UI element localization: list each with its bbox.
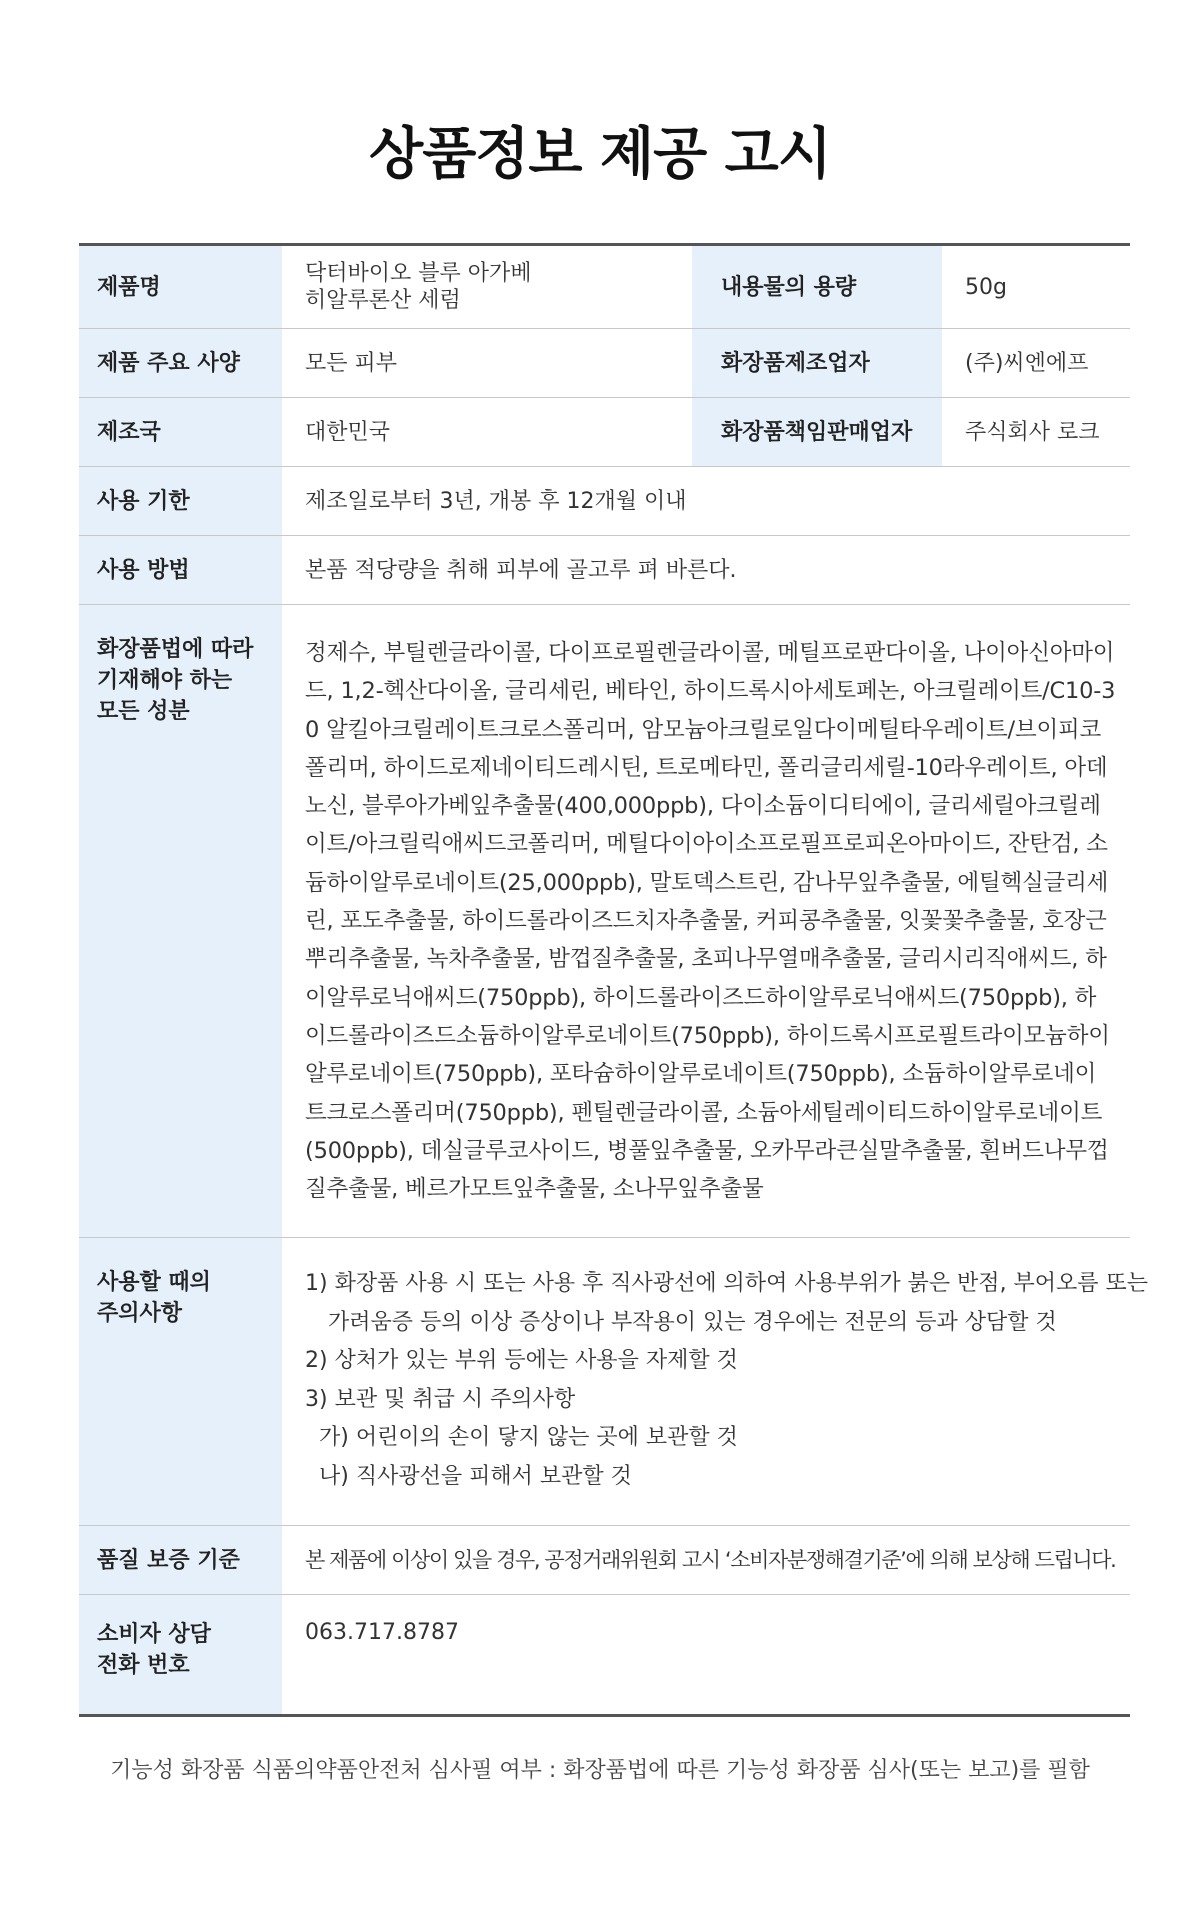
caution-label-line: 주의사항	[97, 1301, 183, 1327]
caution-line: 1) 화장품 사용 시 또는 사용 후 직사광선에 의하여 사용부위가 붉은 반점, 부어오름 또는	[305, 1271, 1149, 1297]
main-spec-label: 제품 주요 사양	[79, 329, 282, 398]
caution-line: 나) 직사광선을 피해서 보관할 것	[319, 1463, 632, 1489]
seller-label: 화장품책임판매업자	[692, 398, 942, 467]
ingredients-label-line: 모든 성분	[97, 699, 190, 724]
caution-label-line: 사용할 때의	[97, 1270, 211, 1296]
contact-label	[79, 1595, 282, 1716]
contact-value: 063.717.8787	[305, 1620, 459, 1646]
contact-label-line: 전화 번호	[97, 1653, 190, 1679]
manufacturer-value: (주)씨엔에프	[942, 329, 1130, 398]
table-row	[79, 398, 1130, 467]
product-name-line2: 히알루론산 세럼	[305, 288, 461, 313]
table-row	[79, 329, 1130, 398]
volume-label: 내용물의 용량	[692, 245, 942, 329]
usage-value: 본품 적당량을 취해 피부에 골고루 펴 바른다.	[282, 536, 1130, 605]
quality-label: 품질 보증 기준	[79, 1526, 282, 1595]
caution-label	[79, 1238, 282, 1526]
product-name-line1: 닥터바이오 블루 아가베	[305, 261, 532, 286]
ingredients-value: 정제수, 부틸렌글라이콜, 다이프로필렌글라이콜, 메틸프로판다이올, 나이아신아마이드, 1,2-헥산다이올, 글리세린, 베타인, 하이드록시아세토페논, 아크릴레이트/C10-30 알킬아크릴레이트크로스폴리머, 암모늄아크릴로일다이메틸타우레이트/브이피코폴리머, 하이드로제네이티드레시틴, 트로메타민, 폴리글리세릴-10라우레이트, 아데노신, 블루아가베잎추출물(400,000ppb), 다이소듐이디티에이, 글리세릴아크릴레이트/아크릴릭애씨드코폴리머, 메틸다이아이소프로필프로피온아마이드, 잔탄검, 소듐하이알루로네이트(25,000ppb), 말토덱스트린, 감나무잎추출물, 에틸헥실글리세린, 포도추출물, 하이드롤라이즈드치자추출물, 커피콩추출물, 잇꽃꽃추출물, 호장근뿌리추출물, 녹차추출물, 밤껍질추출물, 초피나무열매추출물, 글리시리직애씨드, 하이알루로닉애씨드(750ppb), 하이드롤라이즈드하이알루로닉애씨드(750ppb), 하이드롤라이즈드소듐하이알루로네이트(750ppb), 하이드록시프로필트라이모늄하이알루로네이트(750ppb), 포타슘하이알루로네이트(750ppb), 소듐하이알루로네이트크로스폴리머(750ppb), 펜틸렌글라이콜, 소듐아세틸레이티드하이알루로네이트(500ppb), 데실글루코사이드, 병풀잎추출물, 오카무라큰실말추출물, 흰버드나무껍질추출물, 베르가모트잎추출물, 소나무잎추출물	[282, 605, 1130, 1238]
table-row	[79, 1526, 1130, 1595]
expiry-value: 제조일로부터 3년, 개봉 후 12개월 이내	[282, 467, 1130, 536]
caution-line: 가려움증 등의 이상 증상이나 부작용이 있는 경우에는 전문의 등과 상담할 것	[328, 1309, 1057, 1335]
table-row	[79, 536, 1130, 605]
caution-line: 2) 상처가 있는 부위 등에는 사용을 자제할 것	[305, 1348, 738, 1374]
table-row	[79, 605, 1130, 1238]
ingredients-label-line: 화장품법에 따라	[97, 637, 254, 662]
page-title: 상품정보 제공 고시	[369, 122, 831, 187]
table-row	[79, 1238, 1130, 1526]
volume-value: 50g	[942, 245, 1130, 329]
origin-label: 제조국	[79, 398, 282, 467]
quality-value: 본 제품에 이상이 있을 경우, 공정거래위원회 고시 ‘소비자분쟁해결기준’에 의해 보상해 드립니다.	[282, 1526, 1130, 1595]
caution-value	[282, 1238, 1149, 1526]
usage-label: 사용 방법	[79, 536, 282, 605]
seller-value: 주식회사 로크	[942, 398, 1130, 467]
manufacturer-label: 화장품제조업자	[692, 329, 942, 398]
contact-label-line: 소비자 상담	[97, 1622, 211, 1648]
product-info-table	[79, 243, 1149, 1717]
ingredients-label	[79, 605, 282, 1238]
caution-line: 가) 어린이의 손이 닿지 않는 곳에 보관할 것	[319, 1425, 738, 1451]
ingredients-label-line: 기재해야 하는	[97, 668, 233, 693]
caution-line: 3) 보관 및 취급 시 주의사항	[305, 1386, 576, 1412]
expiry-label: 사용 기한	[79, 467, 282, 536]
table-row	[79, 1595, 1130, 1716]
table-row	[79, 245, 1130, 329]
origin-value: 대한민국	[282, 398, 692, 467]
functional-cosmetic-notice: 기능성 화장품 식품의약품안전처 심사필 여부 : 화장품법에 따른 기능성 화장품 심사(또는 보고)를 필함	[110, 1758, 1090, 1783]
main-spec-value: 모든 피부	[282, 329, 692, 398]
product-name-label: 제품명	[79, 245, 282, 329]
product-name-value	[282, 245, 692, 329]
table-row	[79, 467, 1130, 536]
